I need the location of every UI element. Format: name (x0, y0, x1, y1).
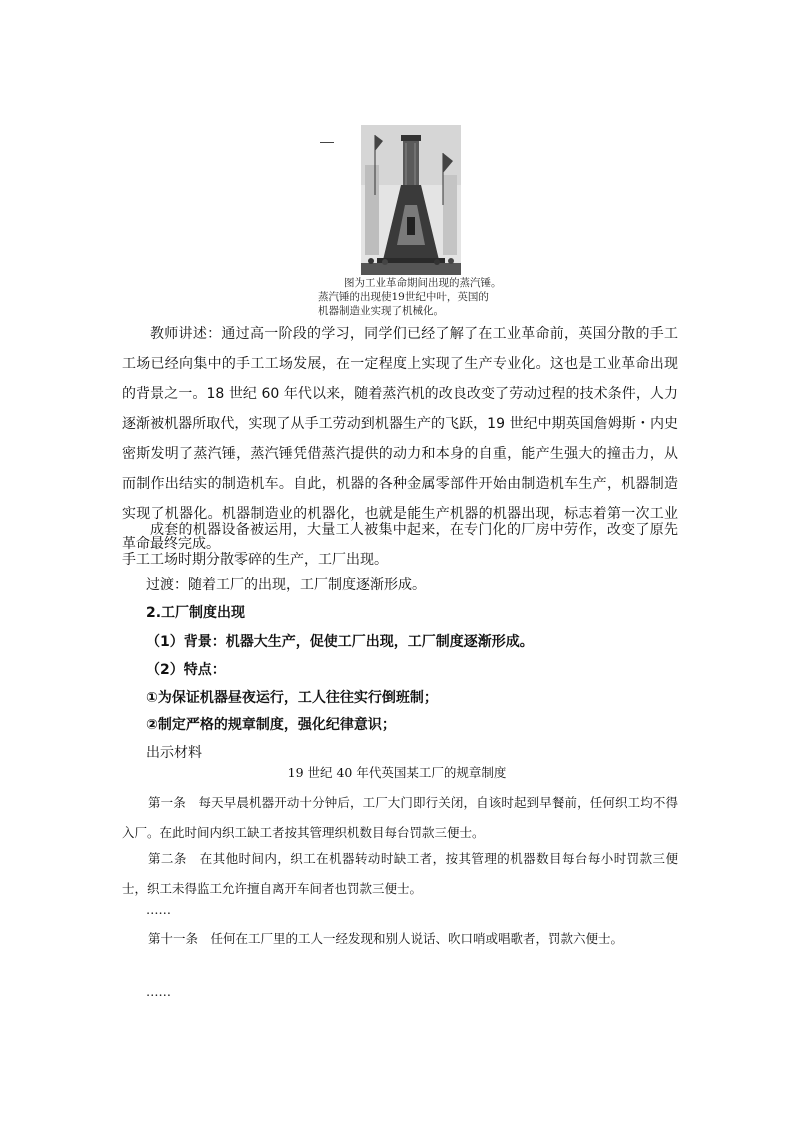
features-label: （2）特点： (146, 662, 226, 678)
decorative-dash (320, 142, 334, 143)
regulation-article: 第十一条 任何在工厂里的工人一经发现和别人说话、吹口哨或唱歌者，罚款六便士。 (148, 931, 624, 946)
paragraph-transition: 过渡：随着工厂的出现，工厂制度逐渐形成。 (146, 577, 426, 593)
ellipsis: …… (146, 984, 171, 999)
feature-item: ①为保证机器昼夜运行，工人往往实行倒班制； (146, 690, 438, 706)
ellipsis: …… (146, 902, 171, 917)
regulation-article: 第二条 在其他时间内，织工在机器转动时缺工者，按其管理的机器数目每台每小时罚款三便士，织工未得监工允许擅自离开车间者也罚款三便士。 (122, 851, 678, 896)
paragraph-factory-emergence: 成套的机器设备被运用，大量工人被集中起来，在专门化的厂房中劳作，改变了原先手工工场时期分散零碎的生产，工厂出现。 (122, 522, 678, 568)
paragraph-teacher-lecture: 教师讲述：通过高一阶段的学习，同学们已经了解了在工业革命前，英国分散的手工工场已经向集中的手工工场发展，在一定程度上实现了生产专业化。这也是工业革命出现的背景之一。18 世纪 60 年代以来，随着蒸汽机的改良改变了劳动过程的技术条件，人力逐渐被机器所取代，实现了从手工劳动到机器生产的飞跃，19 世纪中期英国詹姆斯・内史密斯发明了蒸汽锤，蒸汽锤凭借蒸汽提供的动力和本身的自重，能产生强大的撞击力，从而制作出结实的制造机车。自此，机器的各种金属零部件开始由制造机车生产，机器制造实现了机器化。机器制造业的机器化，也就是能生产机器的机器出现，标志着第一次工业革命最终完成。 (122, 326, 678, 552)
figure-caption (318, 276, 518, 318)
feature-item: ②制定严格的规章制度，强化纪律意识； (146, 717, 396, 733)
caption-line: 机器制造业实现了机械化。 (318, 305, 444, 317)
caption-line: 蒸汽锤的出现使19世纪中叶，英国的 (318, 291, 489, 303)
regulation-article: 第一条 每天早晨机器开动十分钟后，工厂大门即行关闭，自该时起到早餐前，任何织工均不得入厂。在此时间内织工缺工者按其管理织机数目每台罚款三便士。 (122, 795, 678, 840)
background-point: （1）背景：机器大生产，促使工厂出现，工厂制度逐渐形成。 (146, 634, 534, 650)
section-heading: 2.工厂制度出现 (146, 605, 246, 621)
steam-hammer-illustration (361, 125, 461, 275)
caption-line: 图为工业革命期间出现的蒸汽锤。 (344, 277, 502, 289)
show-material-label: 出示材料 (146, 745, 202, 761)
material-title: 19 世纪 40 年代英国某工厂的规章制度 (287, 765, 507, 780)
